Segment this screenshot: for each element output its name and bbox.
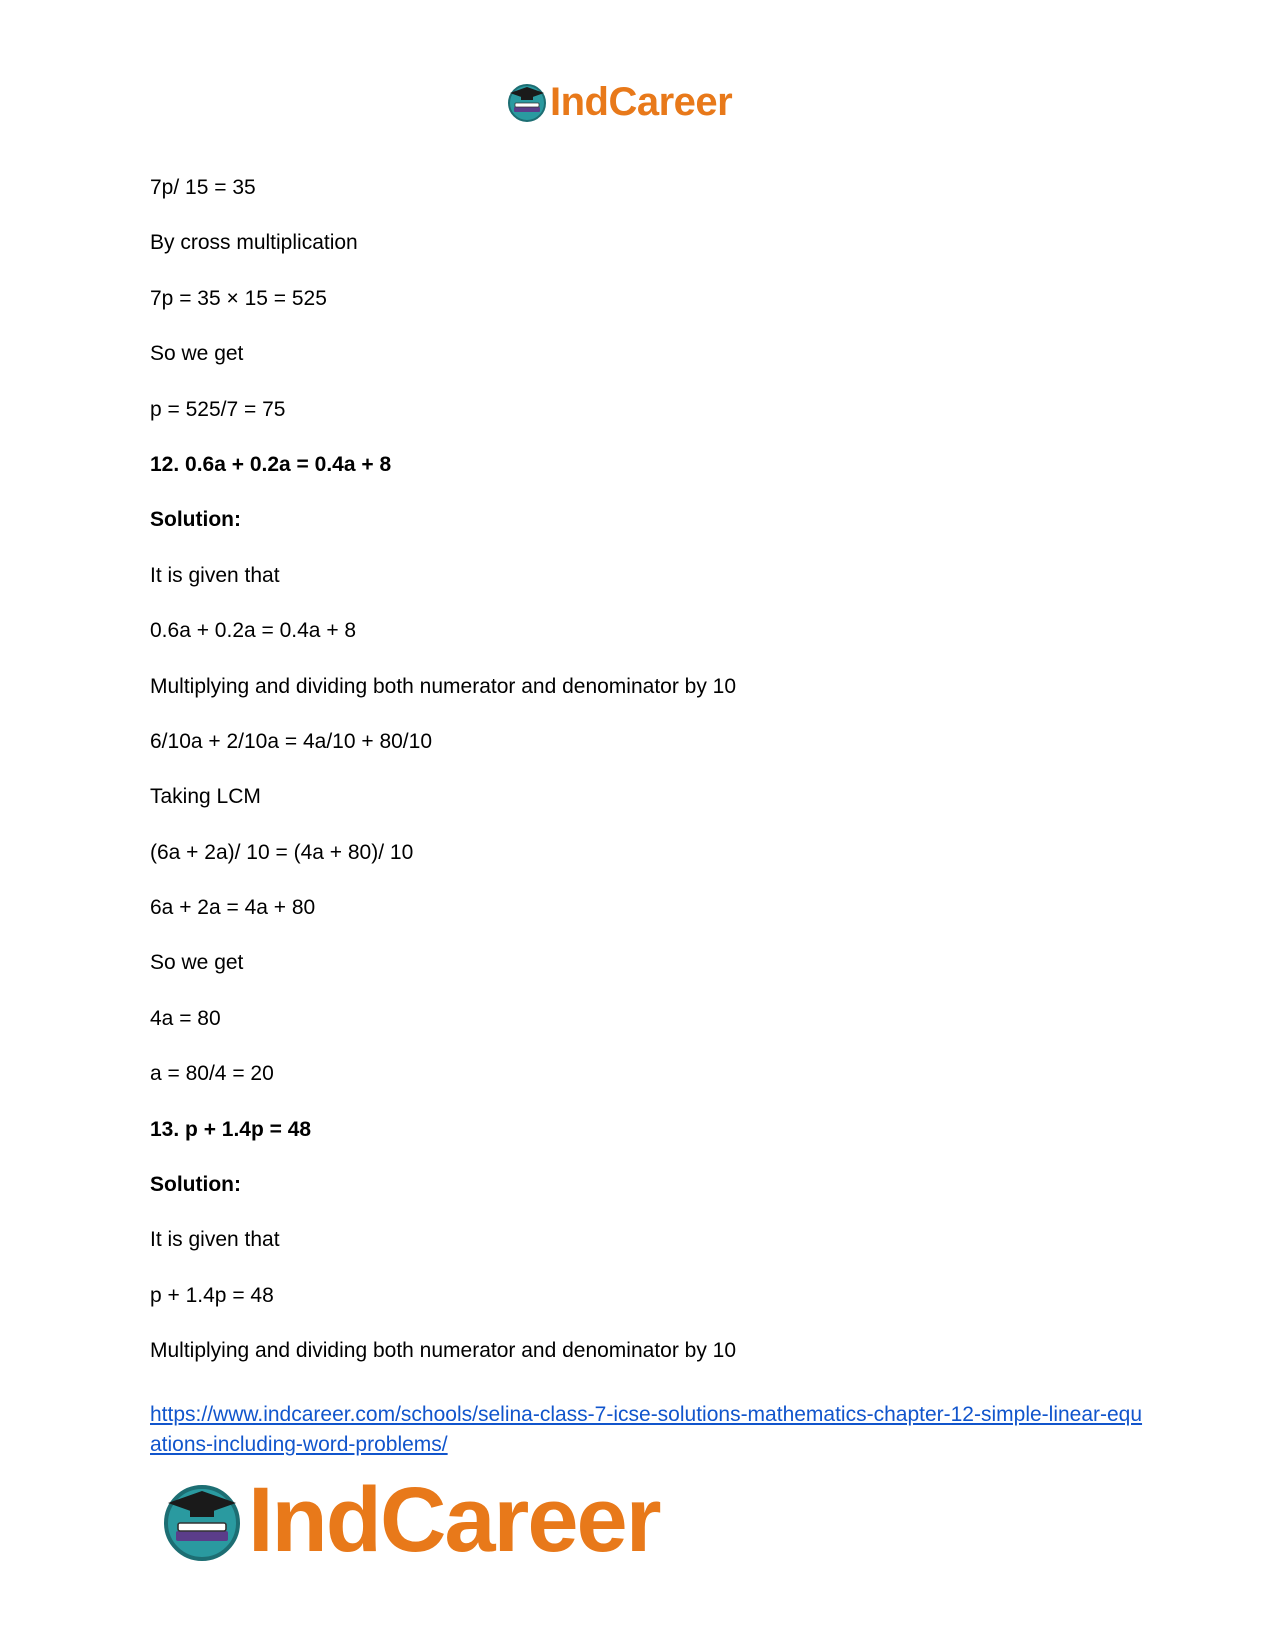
source-link[interactable]: https://www.indcareer.com/schools/selina-class-7-icse-solutions-mathematics-chapter-12-simple-linear-equations-including-word-problems/ xyxy=(150,1403,1143,1456)
text-line: By cross multiplication xyxy=(150,231,358,255)
text-line: p + 1.4p = 48 xyxy=(150,1283,274,1307)
heading-line: 12. 0.6a + 0.2a = 0.4a + 8 xyxy=(150,452,392,476)
text-line: (6a + 2a)/ 10 = (4a + 80)/ 10 xyxy=(150,840,414,864)
graduation-globe-books-icon xyxy=(160,1479,244,1563)
heading-line: Solution: xyxy=(150,508,241,532)
solution-text xyxy=(150,176,1150,1395)
text-line: It is given that xyxy=(150,563,280,587)
text-line: 4a = 80 xyxy=(150,1006,221,1030)
footer-logo xyxy=(160,1468,660,1573)
text-line: a = 80/4 = 20 xyxy=(150,1062,274,1086)
text-line: Multiplying and dividing both numerator and denominator by 10 xyxy=(150,1339,737,1363)
text-line: 0.6a + 0.2a = 0.4a + 8 xyxy=(150,619,357,643)
text-line: It is given that xyxy=(150,1228,280,1252)
text-line: Multiplying and dividing both numerator and denominator by 10 xyxy=(150,674,737,698)
text-line: 6/10a + 2/10a = 4a/10 + 80/10 xyxy=(150,729,433,753)
header-logo xyxy=(506,80,732,124)
graduation-globe-books-icon xyxy=(506,81,548,123)
text-line: 6a + 2a = 4a + 80 xyxy=(150,896,316,920)
text-line: p = 525/7 = 75 xyxy=(150,397,286,421)
footer-logo-text: IndCareer xyxy=(248,1469,660,1571)
text-line: So we get xyxy=(150,342,244,366)
heading-line: 13. p + 1.4p = 48 xyxy=(150,1117,312,1141)
text-line: 7p = 35 × 15 = 525 xyxy=(150,286,327,310)
text-line: So we get xyxy=(150,951,244,975)
heading-line: Solution: xyxy=(150,1173,241,1197)
header-logo-text: IndCareer xyxy=(550,79,733,124)
text-line: 7p/ 15 = 35 xyxy=(150,176,256,199)
text-line: Taking LCM xyxy=(150,785,261,809)
